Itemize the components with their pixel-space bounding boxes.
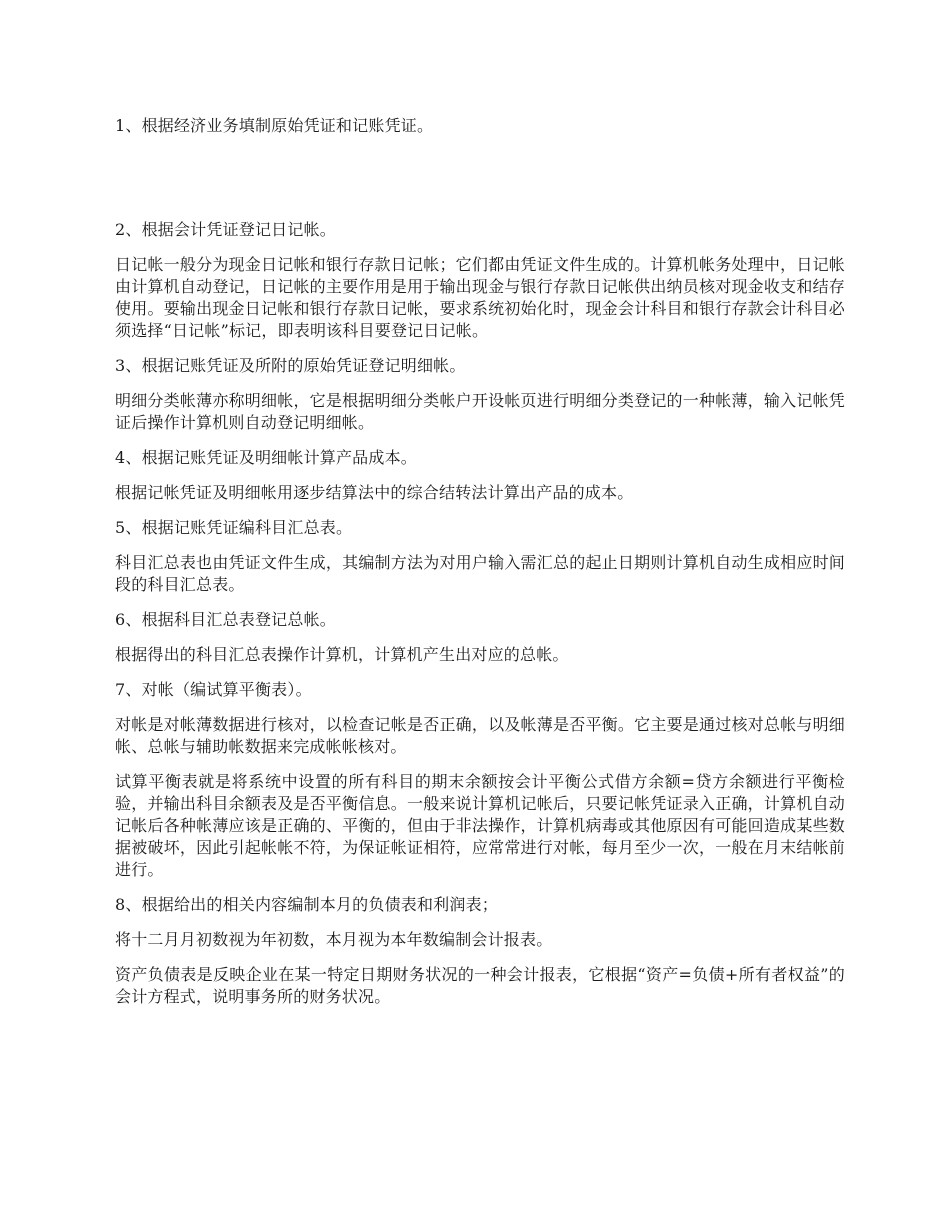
paragraph-detail-ledger: 明细分类帐薄亦称明细帐，它是根据明细分类帐户开设帐页进行明细分类登记的一种帐薄，输入记帐凭证后操作计算机则自动登记明细帐。 <box>115 391 845 432</box>
section-heading-3: 3、根据记账凭证及所附的原始凭证登记明细帐。 <box>115 356 466 375</box>
section-heading-8: 8、根据给出的相关内容编制本月的负债表和利润表； <box>115 895 498 914</box>
paragraph-reconciliation: 对帐是对帐薄数据进行核对，以检查记帐是否正确，以及帐薄是否平衡。它主要是通过核对总帐与明细帐、总帐与辅助帐数据来完成帐帐核对。 <box>115 715 845 756</box>
paragraph-trial-balance: 试算平衡表就是将系统中设置的所有科目的期末余额按会计平衡公式借方余额=贷方余额进行平衡检验，并输出科目余额表及是否平衡信息。一般来说计算机记帐后，只要记帐凭证录入正确，计算机自动记帐后各种帐薄应该是正确的、平衡的，但由于非法操作，计算机病毒或其他原因有可能回造成某些数据被破坏，因此引起帐帐不符，为保证帐证相符，应常常进行对帐，每月至少一次，一般在月末结帐前进行。 <box>115 772 845 879</box>
paragraph-summary-table: 科目汇总表也由凭证文件生成，其编制方法为对用户输入需汇总的起止日期则计算机自动生成相应时间段的科目汇总表。 <box>115 553 845 594</box>
section-heading-4: 4、根据记账凭证及明细帐计算产品成本。 <box>115 448 417 467</box>
section-heading-6: 6、根据科目汇总表登记总帐。 <box>115 610 336 629</box>
section-heading-5: 5、根据记账凭证编科目汇总表。 <box>115 518 353 537</box>
paragraph-report-basis: 将十二月月初数视为年初数，本月视为本年数编制会计报表。 <box>115 930 553 949</box>
paragraph-journal: 日记帐一般分为现金日记帐和银行存款日记帐；它们都由凭证文件生成的。计算机帐务处理中，日记帐由计算机自动登记，日记帐的主要作用是用于输出现金与银行存款日记帐供出纳员核对现金收支和结存使用。要输出现金日记帐和银行存款日记帐，要求系统初始化时，现金会计科目和银行存款会计科目必须选择“日记帐”标记，即表明该科目要登记日记帐。 <box>115 255 845 340</box>
paragraph-product-cost: 根据记帐凭证及明细帐用逐步结算法中的综合结转法计算出产品的成本。 <box>115 483 634 502</box>
section-heading-7: 7、对帐（编试算平衡表）。 <box>115 680 312 699</box>
paragraph-general-ledger: 根据得出的科目汇总表操作计算机，计算机产生出对应的总帐。 <box>115 645 569 664</box>
document-body <box>115 219 845 1021</box>
section-heading-1: 1、根据经济业务填制原始凭证和记账凭证。 <box>115 116 434 135</box>
paragraph-balance-sheet: 资产负债表是反映企业在某一特定日期财务状况的一种会计报表，它根据“资产=负债+所有者权益”的会计方程式，说明事务所的财务状况。 <box>115 965 845 1006</box>
section-heading-2: 2、根据会计凭证登记日记帐。 <box>115 220 336 239</box>
